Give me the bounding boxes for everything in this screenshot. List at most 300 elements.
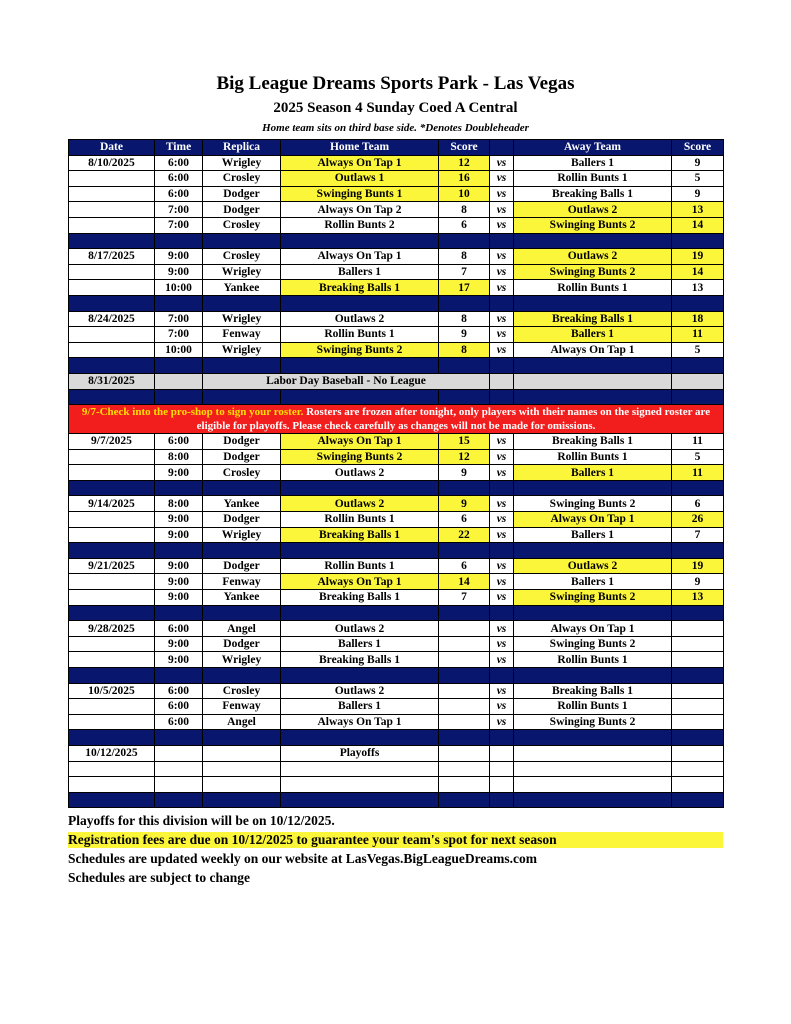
game-date: 10/5/2025 [69, 683, 155, 699]
separator-cell [69, 792, 155, 808]
empty-cell [490, 373, 514, 389]
away-score: 13 [672, 280, 724, 296]
away-score: 9 [672, 155, 724, 171]
away-team: Ballers 1 [514, 465, 672, 481]
away-score [672, 714, 724, 730]
away-score: 26 [672, 512, 724, 528]
away-score [672, 621, 724, 637]
away-team: Ballers 1 [514, 155, 672, 171]
field-name: Dodger [203, 512, 281, 528]
game-time: 9:00 [155, 652, 203, 668]
away-score [672, 699, 724, 715]
home-score: 9 [439, 327, 490, 343]
empty-cell [672, 745, 724, 761]
home-score: 6 [439, 217, 490, 233]
game-date: 10/12/2025 [69, 745, 155, 761]
separator-cell [281, 543, 439, 559]
separator-cell [514, 233, 672, 249]
table-row [69, 636, 724, 652]
home-team: Outlaws 2 [281, 465, 439, 481]
separator-cell [439, 295, 490, 311]
field-name: Fenway [203, 327, 281, 343]
home-team: Always On Tap 1 [281, 434, 439, 450]
separator-cell [490, 605, 514, 621]
separator-cell [69, 295, 155, 311]
game-time: 9:00 [155, 636, 203, 652]
home-team: Outlaws 2 [281, 496, 439, 512]
away-score: 13 [672, 202, 724, 218]
home-score: 22 [439, 527, 490, 543]
home-score: 9 [439, 496, 490, 512]
away-score: 11 [672, 434, 724, 450]
separator-cell [490, 389, 514, 405]
away-score: 11 [672, 465, 724, 481]
separator-cell [69, 668, 155, 684]
away-team: Always On Tap 1 [514, 342, 672, 358]
away-score: 5 [672, 449, 724, 465]
vs-label: vs [490, 714, 514, 730]
vs-label: vs [490, 434, 514, 450]
separator-cell [490, 668, 514, 684]
home-score [439, 621, 490, 637]
empty-cell [281, 761, 439, 777]
field-name: Wrigley [203, 155, 281, 171]
game-date [69, 574, 155, 590]
game-date [69, 465, 155, 481]
vs-label: vs [490, 264, 514, 280]
separator-cell [514, 358, 672, 374]
vs-label: vs [490, 621, 514, 637]
away-team: Ballers 1 [514, 327, 672, 343]
empty-cell [203, 745, 281, 761]
home-team: Breaking Balls 1 [281, 590, 439, 606]
table-row [69, 280, 724, 296]
separator-cell [69, 389, 155, 405]
separator-cell [514, 792, 672, 808]
separator-cell [672, 295, 724, 311]
separator-cell [155, 233, 203, 249]
game-date: 8/10/2025 [69, 155, 155, 171]
home-team: Rollin Bunts 1 [281, 512, 439, 528]
page-title: Big League Dreams Sports Park - Las Vegas [216, 73, 575, 94]
separator-cell [281, 605, 439, 621]
separator-cell [281, 668, 439, 684]
home-team: Breaking Balls 1 [281, 527, 439, 543]
game-time: 10:00 [155, 280, 203, 296]
game-date: 9/28/2025 [69, 621, 155, 637]
blank-row [69, 761, 724, 777]
table-row [69, 574, 724, 590]
empty-cell [672, 761, 724, 777]
game-time: 8:00 [155, 496, 203, 512]
separator-cell [672, 480, 724, 496]
home-team: Rollin Bunts 1 [281, 327, 439, 343]
away-team: Breaking Balls 1 [514, 434, 672, 450]
game-date [69, 327, 155, 343]
empty-cell [155, 745, 203, 761]
game-time: 10:00 [155, 342, 203, 358]
empty-cell [203, 761, 281, 777]
vs-label: vs [490, 202, 514, 218]
vs-label: vs [490, 155, 514, 171]
game-time: 6:00 [155, 155, 203, 171]
separator-cell [281, 233, 439, 249]
game-time: 6:00 [155, 171, 203, 187]
home-score [439, 699, 490, 715]
column-header-vs [490, 140, 514, 156]
separator-cell [69, 480, 155, 496]
away-score: 9 [672, 186, 724, 202]
home-score: 8 [439, 311, 490, 327]
separator-cell [69, 543, 155, 559]
empty-cell [490, 777, 514, 793]
home-score: 9 [439, 465, 490, 481]
roster-notice-row [69, 405, 724, 434]
separator-cell [281, 480, 439, 496]
away-score: 19 [672, 558, 724, 574]
game-time: 9:00 [155, 512, 203, 528]
away-team: Outlaws 2 [514, 202, 672, 218]
home-team: Rollin Bunts 1 [281, 558, 439, 574]
game-time: 7:00 [155, 202, 203, 218]
field-name: Wrigley [203, 527, 281, 543]
separator-cell [490, 358, 514, 374]
away-team: Outlaws 2 [514, 558, 672, 574]
home-team: Ballers 1 [281, 699, 439, 715]
away-score: 7 [672, 527, 724, 543]
game-date [69, 217, 155, 233]
separator-cell [439, 730, 490, 746]
field-name: Crosley [203, 683, 281, 699]
table-row [69, 264, 724, 280]
home-score [439, 636, 490, 652]
field-name: Wrigley [203, 264, 281, 280]
home-score [439, 652, 490, 668]
separator-cell [203, 792, 281, 808]
holiday-text: Labor Day Baseball - No League [203, 373, 490, 389]
empty-cell [514, 373, 672, 389]
game-date: 9/21/2025 [69, 558, 155, 574]
table-row [69, 327, 724, 343]
field-name: Crosley [203, 249, 281, 265]
home-team: Outlaws 1 [281, 171, 439, 187]
home-team: Swinging Bunts 2 [281, 449, 439, 465]
home-team: Breaking Balls 1 [281, 652, 439, 668]
game-date [69, 280, 155, 296]
week-separator-row [69, 543, 724, 559]
away-score [672, 636, 724, 652]
game-time: 6:00 [155, 683, 203, 699]
away-team: Swinging Bunts 2 [514, 264, 672, 280]
vs-label: vs [490, 217, 514, 233]
vs-label: vs [490, 342, 514, 358]
table-row [69, 714, 724, 730]
game-date [69, 342, 155, 358]
game-time: 9:00 [155, 558, 203, 574]
empty-cell [490, 745, 514, 761]
empty-cell [514, 777, 672, 793]
away-score: 9 [672, 574, 724, 590]
field-name: Dodger [203, 202, 281, 218]
away-team: Breaking Balls 1 [514, 186, 672, 202]
game-date [69, 636, 155, 652]
away-team: Always On Tap 1 [514, 512, 672, 528]
empty-cell [672, 373, 724, 389]
away-team: Always On Tap 1 [514, 621, 672, 637]
away-team: Rollin Bunts 1 [514, 699, 672, 715]
game-date: 8/31/2025 [69, 373, 155, 389]
away-score: 19 [672, 249, 724, 265]
table-row [69, 449, 724, 465]
column-header-home-team: Home Team [281, 140, 439, 156]
away-team: Rollin Bunts 1 [514, 280, 672, 296]
empty-cell [69, 777, 155, 793]
home-score: 10 [439, 186, 490, 202]
home-score: 12 [439, 155, 490, 171]
field-name: Fenway [203, 574, 281, 590]
field-name: Wrigley [203, 342, 281, 358]
empty-cell [439, 777, 490, 793]
table-row [69, 186, 724, 202]
game-time: 6:00 [155, 714, 203, 730]
separator-cell [514, 389, 672, 405]
game-date [69, 714, 155, 730]
home-score: 8 [439, 202, 490, 218]
table-row [69, 496, 724, 512]
home-team: Swinging Bunts 2 [281, 342, 439, 358]
footer-website-note: Schedules are updated weekly on our website at LasVegas.BigLeagueDreams.com [68, 851, 538, 866]
away-score: 5 [672, 342, 724, 358]
separator-cell [203, 668, 281, 684]
separator-cell [439, 605, 490, 621]
page-subtitle: 2025 Season 4 Sunday Coed A Central [273, 100, 518, 116]
home-score: 16 [439, 171, 490, 187]
playoff-row [69, 745, 724, 761]
game-date [69, 512, 155, 528]
vs-label: vs [490, 512, 514, 528]
away-score: 6 [672, 496, 724, 512]
separator-cell [281, 730, 439, 746]
separator-cell [281, 358, 439, 374]
field-name: Yankee [203, 590, 281, 606]
schedule-table [68, 139, 724, 808]
field-name: Wrigley [203, 652, 281, 668]
table-row [69, 171, 724, 187]
week-separator-row [69, 792, 724, 808]
home-score: 15 [439, 434, 490, 450]
away-team: Rollin Bunts 1 [514, 652, 672, 668]
table-row [69, 699, 724, 715]
empty-cell [439, 745, 490, 761]
vs-label: vs [490, 249, 514, 265]
game-date [69, 699, 155, 715]
separator-cell [514, 605, 672, 621]
table-row [69, 512, 724, 528]
separator-cell [203, 233, 281, 249]
vs-label: vs [490, 636, 514, 652]
field-name: Dodger [203, 434, 281, 450]
vs-label: vs [490, 186, 514, 202]
home-team: Always On Tap 2 [281, 202, 439, 218]
week-separator-row [69, 358, 724, 374]
game-date [69, 171, 155, 187]
field-name: Angel [203, 621, 281, 637]
field-name: Angel [203, 714, 281, 730]
home-score: 14 [439, 574, 490, 590]
home-team: Breaking Balls 1 [281, 280, 439, 296]
table-row [69, 311, 724, 327]
separator-cell [203, 730, 281, 746]
game-time: 9:00 [155, 574, 203, 590]
table-row [69, 621, 724, 637]
game-time: 6:00 [155, 186, 203, 202]
home-score: 12 [439, 449, 490, 465]
away-team: Ballers 1 [514, 574, 672, 590]
home-score: 7 [439, 264, 490, 280]
away-team: Swinging Bunts 2 [514, 496, 672, 512]
away-team: Swinging Bunts 2 [514, 590, 672, 606]
home-team: Outlaws 2 [281, 311, 439, 327]
week-separator-row [69, 233, 724, 249]
separator-cell [490, 295, 514, 311]
separator-cell [203, 543, 281, 559]
vs-label: vs [490, 590, 514, 606]
game-time: 8:00 [155, 449, 203, 465]
separator-cell [439, 389, 490, 405]
empty-cell [155, 373, 203, 389]
schedule-body [69, 155, 724, 808]
column-header-date: Date [69, 140, 155, 156]
separator-cell [490, 233, 514, 249]
home-team: Always On Tap 1 [281, 249, 439, 265]
separator-cell [155, 668, 203, 684]
empty-cell [439, 761, 490, 777]
away-score: 11 [672, 327, 724, 343]
week-separator-row [69, 389, 724, 405]
separator-cell [514, 295, 672, 311]
table-row [69, 465, 724, 481]
field-name: Fenway [203, 699, 281, 715]
week-separator-row [69, 605, 724, 621]
game-date: 8/17/2025 [69, 249, 155, 265]
table-row [69, 590, 724, 606]
game-date [69, 449, 155, 465]
separator-cell [155, 295, 203, 311]
empty-cell [514, 761, 672, 777]
home-team: Always On Tap 1 [281, 714, 439, 730]
table-row [69, 155, 724, 171]
table-row [69, 527, 724, 543]
week-separator-row [69, 668, 724, 684]
home-team: Rollin Bunts 2 [281, 217, 439, 233]
vs-label: vs [490, 527, 514, 543]
separator-cell [155, 480, 203, 496]
separator-cell [490, 792, 514, 808]
field-name: Crosley [203, 465, 281, 481]
game-time: 9:00 [155, 465, 203, 481]
week-separator-row [69, 480, 724, 496]
game-date: 8/24/2025 [69, 311, 155, 327]
table-row [69, 652, 724, 668]
home-team: Always On Tap 1 [281, 574, 439, 590]
separator-cell [155, 792, 203, 808]
table-row [69, 202, 724, 218]
game-time: 6:00 [155, 621, 203, 637]
field-name: Crosley [203, 171, 281, 187]
away-score [672, 683, 724, 699]
empty-cell [155, 777, 203, 793]
game-time: 6:00 [155, 434, 203, 450]
footer-registration-note: Registration fees are due on 10/12/2025 to guarantee your team's spot for next season [68, 832, 723, 848]
table-row [69, 434, 724, 450]
game-time: 6:00 [155, 699, 203, 715]
week-separator-row [69, 295, 724, 311]
column-header-home-score: Score [439, 140, 490, 156]
away-score [672, 652, 724, 668]
home-team: Ballers 1 [281, 264, 439, 280]
away-score: 13 [672, 590, 724, 606]
game-date: 9/14/2025 [69, 496, 155, 512]
separator-cell [439, 792, 490, 808]
holiday-row [69, 373, 724, 389]
separator-cell [155, 730, 203, 746]
game-date: 9/7/2025 [69, 434, 155, 450]
vs-label: vs [490, 449, 514, 465]
game-date [69, 652, 155, 668]
separator-cell [514, 480, 672, 496]
table-row [69, 683, 724, 699]
separator-cell [281, 295, 439, 311]
home-team: Outlaws 2 [281, 683, 439, 699]
table-row [69, 217, 724, 233]
away-score: 14 [672, 264, 724, 280]
away-team: Breaking Balls 1 [514, 311, 672, 327]
game-date [69, 202, 155, 218]
empty-cell [203, 777, 281, 793]
playoff-text: Playoffs [281, 745, 439, 761]
separator-cell [155, 605, 203, 621]
separator-cell [672, 668, 724, 684]
column-header-away-score: Score [672, 140, 724, 156]
home-score [439, 683, 490, 699]
roster-notice-text: Rosters are frozen after tonight, only players with their names on the signed roster are eligible for playoffs. Please check carefully as changes will not be made for omissions. [196, 406, 711, 433]
empty-cell [69, 761, 155, 777]
game-time: 7:00 [155, 217, 203, 233]
game-date [69, 264, 155, 280]
vs-label: vs [490, 496, 514, 512]
separator-cell [155, 358, 203, 374]
away-team: Swinging Bunts 2 [514, 636, 672, 652]
separator-cell [203, 295, 281, 311]
home-score: 17 [439, 280, 490, 296]
separator-cell [672, 233, 724, 249]
separator-cell [514, 668, 672, 684]
game-time: 9:00 [155, 590, 203, 606]
separator-cell [203, 358, 281, 374]
vs-label: vs [490, 311, 514, 327]
table-row [69, 249, 724, 265]
roster-notice [69, 405, 724, 434]
vs-label: vs [490, 327, 514, 343]
table-row [69, 558, 724, 574]
game-date [69, 527, 155, 543]
table-row [69, 342, 724, 358]
game-time: 7:00 [155, 311, 203, 327]
home-score: 8 [439, 342, 490, 358]
field-name: Dodger [203, 449, 281, 465]
home-score: 7 [439, 590, 490, 606]
footer-change-note: Schedules are subject to change [68, 870, 250, 885]
